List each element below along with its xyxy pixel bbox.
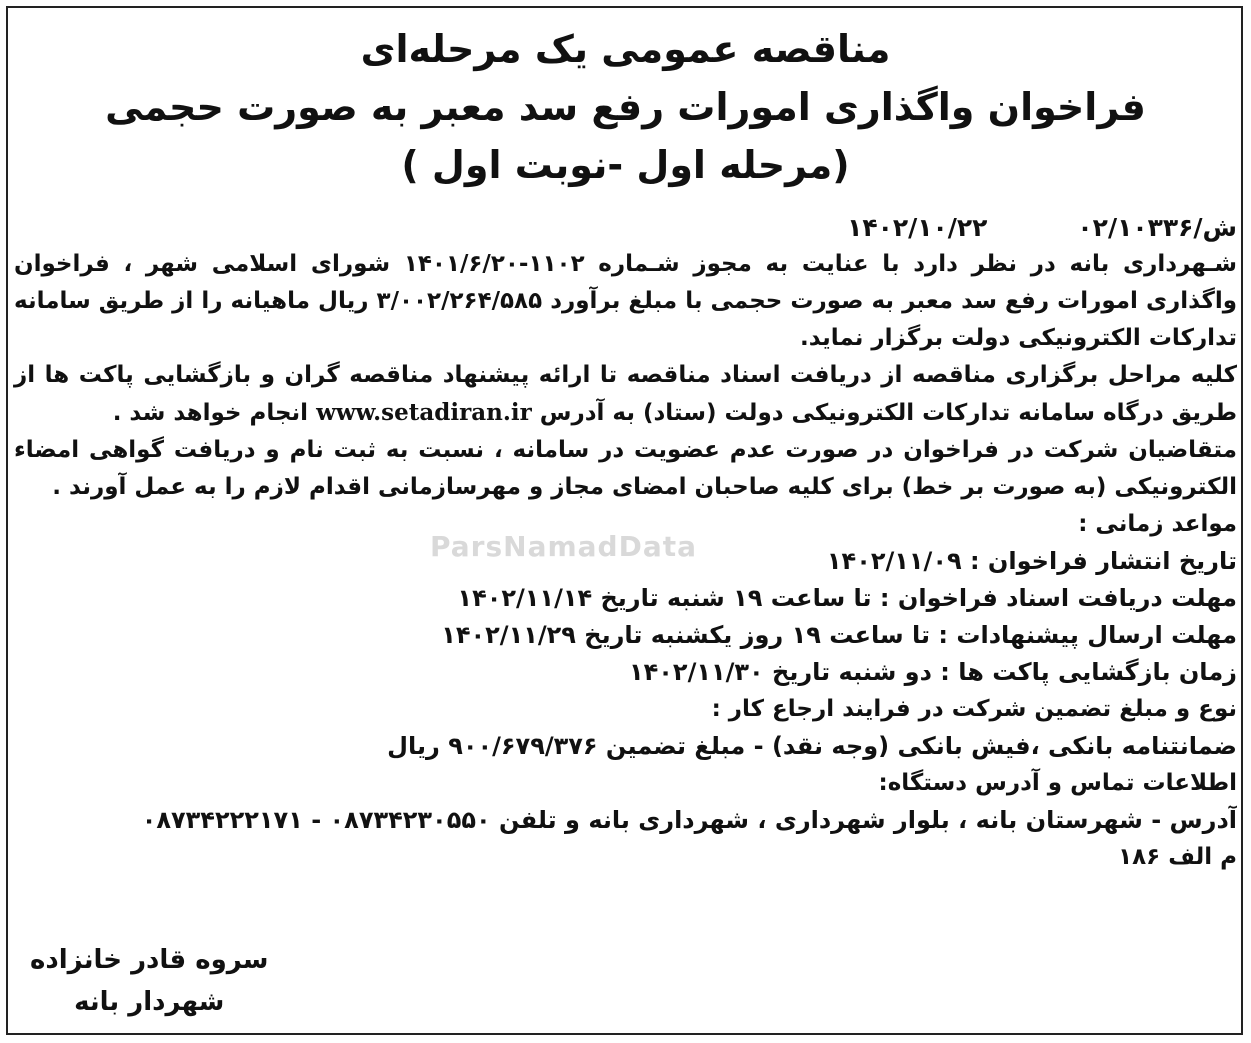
- heading-line-3: (مرحله اول -نوبت اول ): [401, 143, 850, 187]
- signatory-title: شهردار بانه: [74, 987, 225, 1017]
- notice-code: م الف ۱۸۶: [1118, 844, 1237, 870]
- heading-line-1: مناقصه عمومی یک مرحله‌ای: [360, 27, 891, 71]
- reference-number: ۰۲/۱۰۳۳۶/ش: [1077, 213, 1237, 242]
- heading-line-2: فراخوان واگذاری امورات رفع سد معبر به صورت حجمی: [105, 85, 1146, 129]
- stages-paragraph: [14, 357, 1237, 432]
- schedule-heading: مواعد زمانی :: [1078, 511, 1237, 537]
- intro-paragraph: شـهرداری بانه در نظر دارد با عنایت به مجوز شـماره ۱۱۰۲-۱۴۰۱/۶/۲۰ شورای اسلامی شهر ، فراخوان واگذاری امورات رفع سد معبر به صورت حجمی با مبلغ برآورد ۳/۰۰۲/۲۶۴/۵۸۵ ریال ماهیانه را از طریق سامانه تدارکات الکترونیکی دولت برگزار نماید.: [14, 251, 1238, 351]
- applicants-paragraph: متقاضیان شرکت در فراخوان در صورت عدم عضویت در سامانه ، نسبت به ثبت نام و دریافت گواهی امضاء الکترونیکی (به صورت بر خط) برای کلیه صاحبان امضای مجاز و مهرسازمانی اقدام لازم را به عمل آورند .: [14, 437, 1237, 500]
- signature-block: [30, 939, 269, 1023]
- guarantee-details: ضمانتنامه بانکی ،فیش بانکی (وجه نقد) - مبلغ تضمین ۹۰۰/۶۷۹/۳۷۶ ریال: [387, 732, 1237, 760]
- setad-website-link[interactable]: www.setadiran.ir: [316, 399, 532, 426]
- schedule-opening-date: زمان بازگشایی پاکت ها : دو شنبه تاریخ ۱۴۰۲/۱۱/۳۰: [628, 658, 1237, 686]
- stages-text-start: کلیه مراحل برگزاری مناقصه از دریافت اسناد مناقصه تا ارائه پیشنهاد مناقصه گران و بازگشایی پاکت ها از طریق درگاه سامانه تدارکات الکترونیکی دولت (ستاد) به آدرس: [14, 362, 1237, 426]
- signatory-name: سروه قادر خانزاده: [30, 945, 269, 975]
- schedule-submission-deadline: مهلت ارسال پیشنهادات : تا ساعت ۱۹ روز یکشنبه تاریخ ۱۴۰۲/۱۱/۲۹: [441, 621, 1237, 649]
- notice-heading: [14, 20, 1237, 194]
- tender-notice: [14, 14, 1237, 1029]
- schedule-documents-deadline: مهلت دریافت اسناد فراخوان : تا ساعت ۱۹ شنبه تاریخ ۱۴۰۲/۱۱/۱۴: [457, 584, 1237, 612]
- watermark-text: ParsNamadData: [430, 530, 697, 563]
- reference-line: [14, 210, 1237, 246]
- guarantee-heading: نوع و مبلغ تضمین شرکت در فرایند ارجاع کار :: [711, 696, 1237, 722]
- reference-date: ۱۴۰۲/۱۰/۲۲: [847, 213, 988, 242]
- contact-address: آدرس - شهرستان بانه ، بلوار شهرداری ، شهرداری بانه و تلفن ۰۸۷۳۴۲۳۰۵۵۰ - ۰۸۷۳۴۲۲۲۱۷۱: [141, 806, 1237, 834]
- contact-heading: اطلاعات تماس و آدرس دستگاه:: [878, 770, 1237, 796]
- stages-text-end: انجام خواهد شد .: [112, 400, 309, 426]
- schedule-publish-date: تاریخ انتشار فراخوان : ۱۴۰۲/۱۱/۰۹: [826, 547, 1237, 575]
